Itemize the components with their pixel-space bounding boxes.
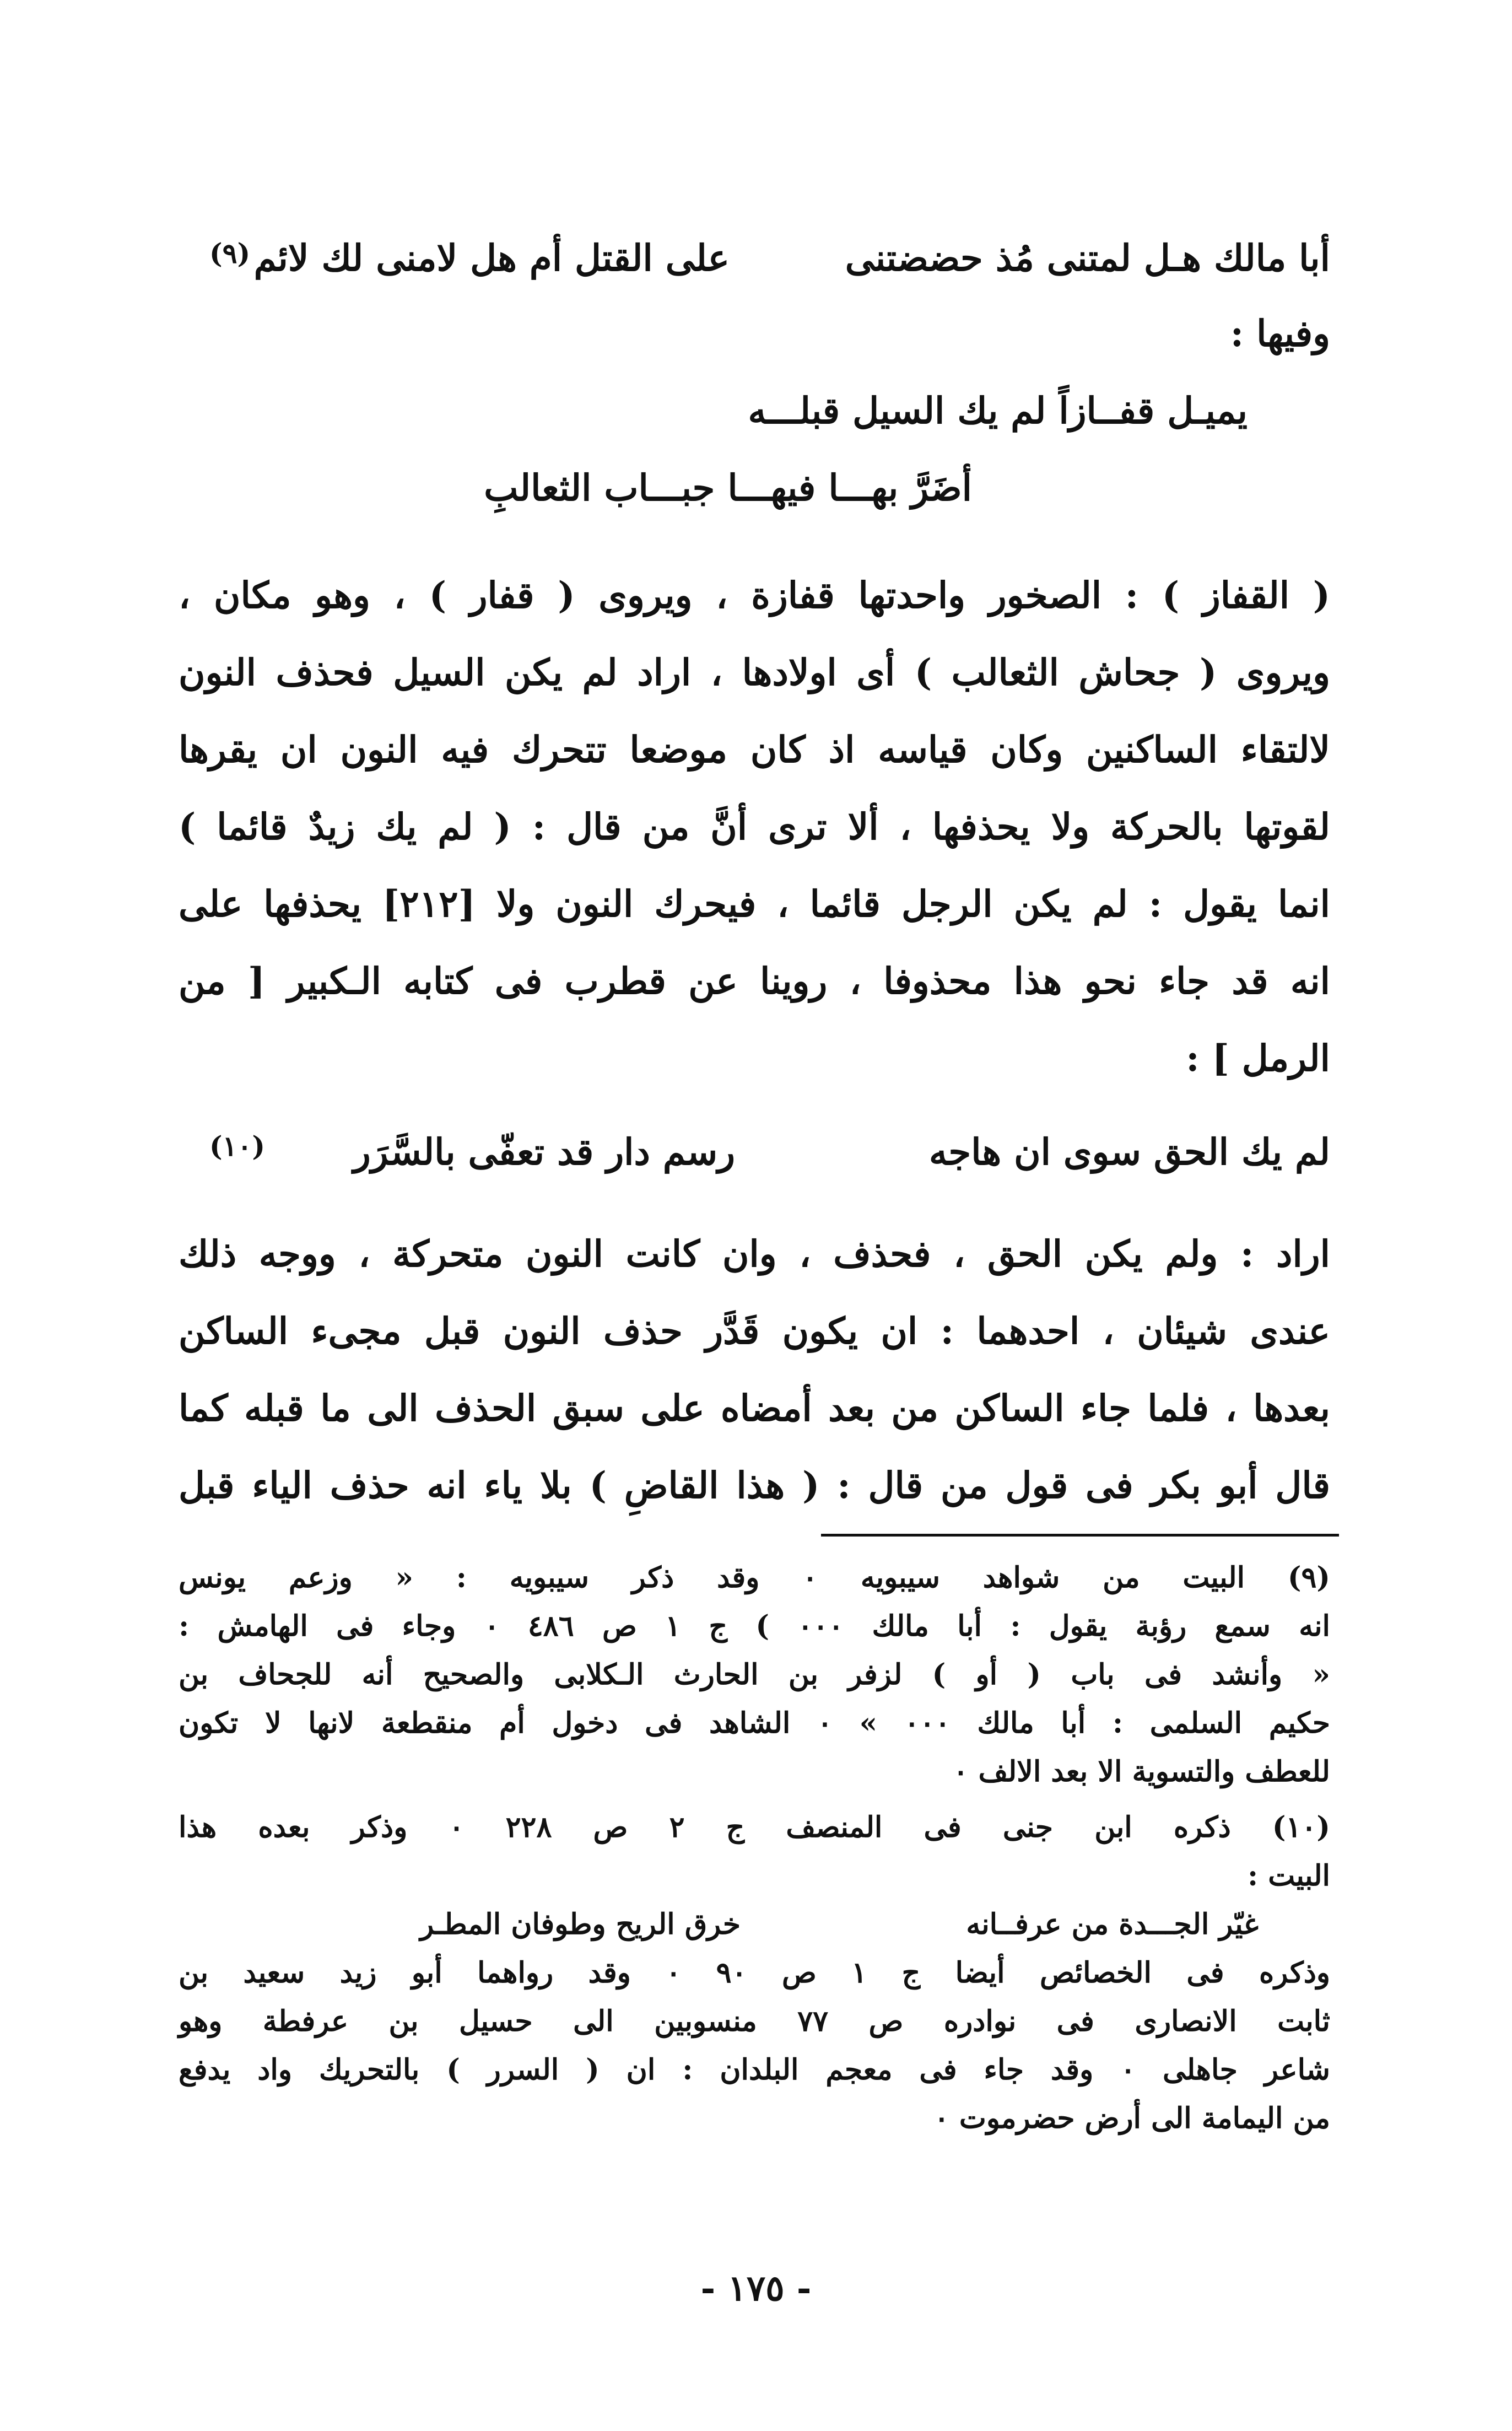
paragraph-2-line-1: اراد : ولم يكن الحق ، فحذف ، وان كانت النون متحركة ، ووجه ذلك	[179, 1232, 1330, 1275]
paragraph-1-line-4: لقوتها بالحركة ولا يحذفها ، ألا ترى أنَّ من قال : ( لم يك زيدٌ قائما )	[179, 805, 1330, 848]
verse-1-note-ref: (٩)	[209, 237, 251, 269]
footnote-10-line-5: شاعر جاهلى ٠ وقد جاء فى معجم البلدان : ان ( السرر ) بالتحريك واد يدفع	[179, 2053, 1330, 2087]
intro-fiha: وفيها :	[1230, 312, 1330, 355]
footnote-9-line-3: « وأنشد فى باب ( أو ) لزفر بن الحارث الـكلابى والصحيح أنه للجحاف بن	[179, 1658, 1330, 1691]
paragraph-2-line-2: عندى شيئان ، احدهما : ان يكون قَدَّر حذف النون قبل مجىء الساكن	[179, 1309, 1330, 1352]
footnote-10-line-4: ثابت الانصارى فى نوادره ص ٧٧ منسوبين الى حسيل بن عرفطة وهو	[179, 2004, 1331, 2038]
paragraph-1-line-2: ويروى ( جحاش الثعالب ) أى اولادها ، اراد لم يكن السيل فحذف النون	[179, 651, 1330, 694]
footnote-10-line-1: (١٠) ذكره ابن جنى فى المنصف ج ٢ ص ٢٢٨ ٠ وذكر بعده هذا	[179, 1810, 1330, 1844]
verse-2-line-2: أضَرَّ بهـــا فيهـــا جبـــاب الثعالبِ	[484, 466, 972, 509]
verse-2-line-1: يميـل قفــازاً لم يك السيل قبلـــه	[748, 389, 1248, 432]
paragraph-1-line-6: انه قد جاء نحو هذا محذوفا ، روينا عن قطرب فى كتابه الـكبير [ من	[179, 960, 1330, 1002]
footnote-separator	[821, 1534, 1339, 1537]
verse-3-first-hemistich: لم يك الحق سوى ان هاجه	[929, 1130, 1330, 1173]
footnote-9-line-2: انه سمع رؤبة يقول : أبا مالك ٠٠٠ ) ج ١ ص ٤٨٦ ٠ وجاء فى الهامش :	[179, 1609, 1330, 1643]
footnote-10-line-2: البيت :	[1247, 1859, 1330, 1893]
paragraph-1-line-5: انما يقول : لم يكن الرجل قائما ، فيحرك النون ولا [٢١٢] يحذفها على	[179, 882, 1330, 925]
verse-3-second-hemistich: رسم دار قد تعفّى بالسَّرَر	[353, 1130, 735, 1173]
footnote-9-line-1: (٩) البيت من شواهد سيبويه ٠ وقد ذكر سيبويه : « وزعم يونس	[179, 1561, 1330, 1594]
footnote-10-verse-first-hemistich: غيّر الجـــدة من عرفــانه	[966, 1907, 1259, 1941]
verse-1-second-hemistich: على القتل أم هل لامنى لك لائم	[253, 236, 730, 279]
paragraph-2-line-3: بعدها ، فلما جاء الساكن من بعد أمضاه على سبق الحذف الى ما قبله كما	[179, 1387, 1330, 1430]
paragraph-2-line-4: قال أبو بكر فى قول من قال : ( هذا القاضِ ) بلا ياء انه حذف الياء قبل	[179, 1464, 1330, 1507]
verse-3-note-ref: (١٠)	[209, 1130, 266, 1162]
footnote-9-line-4: حكيم السلمى : أبا مالك ٠٠٠ » ٠ الشاهد فى دخول أم منقطعة لانها لا تكون	[179, 1706, 1330, 1740]
page-number: - ١٧٥ -	[700, 2268, 812, 2309]
verse-1-first-hemistich: أبا مالك هـل لمتنى مُذ حضضتنى	[845, 236, 1330, 279]
footnote-9-line-5: للعطف والتسوية الا بعد الالف ٠	[953, 1755, 1330, 1788]
footnote-10-line-3: وذكره فى الخصائص أيضا ج ١ ص ٩٠ ٠ وقد رواهما أبو زيد سعيد بن	[179, 1956, 1331, 1990]
paragraph-1-line-7: الرمل ] :	[1186, 1037, 1330, 1080]
footnote-10-line-6: من اليمامة الى أرض حضرموت ٠	[933, 2101, 1330, 2135]
footnote-10-verse-second-hemistich: خرق الريح وطوفان المطـر	[420, 1907, 741, 1941]
paragraph-1-line-3: لالتقاء الساكنين وكان قياسه اذ كان موضعا تتحرك فيه النون ان يقرها	[179, 728, 1330, 771]
paragraph-1-line-1: ( القفاز ) : الصخور واحدتها قفازة ، ويروى ( قفار ) ، وهو مكان ،	[179, 574, 1330, 617]
